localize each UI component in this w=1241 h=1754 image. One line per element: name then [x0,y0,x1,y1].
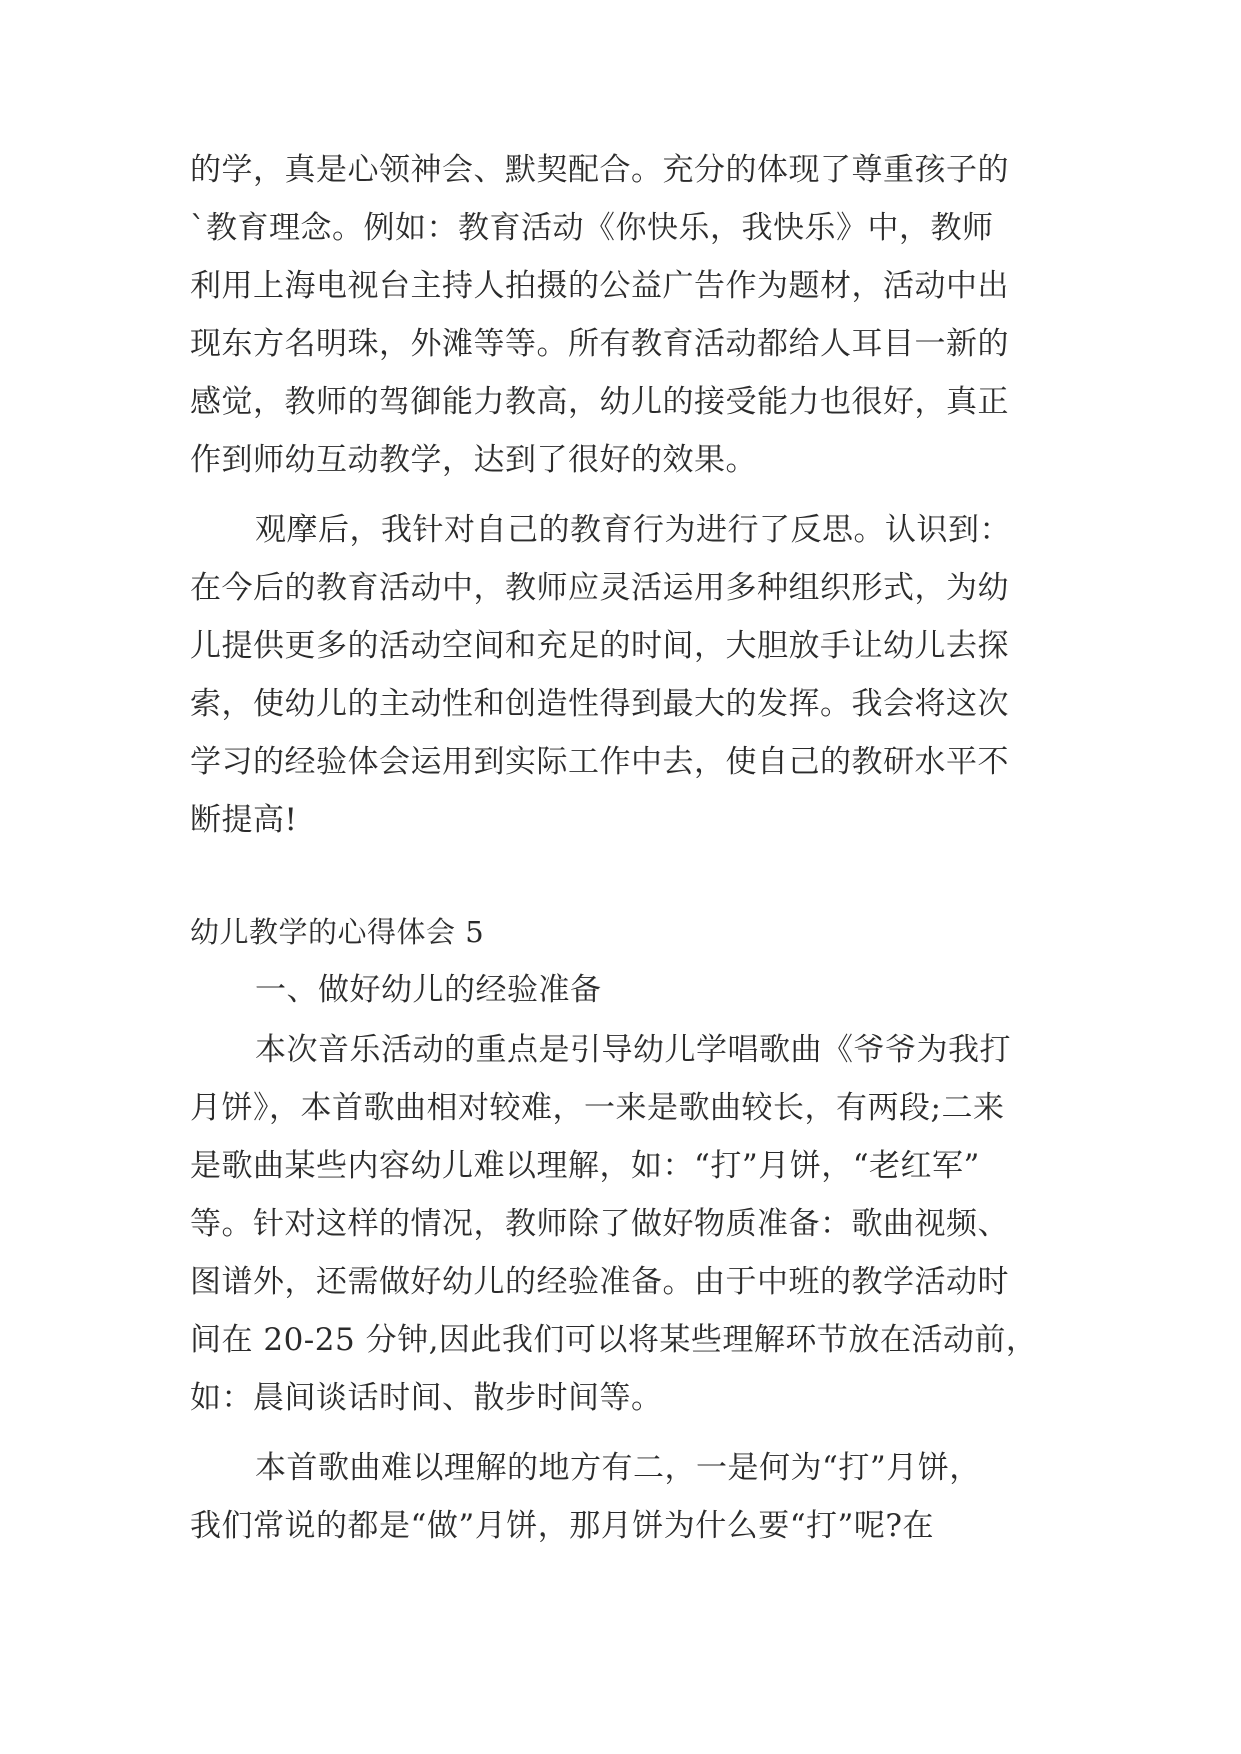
paragraph-line: `教育理念。例如：教育活动《你快乐，我快乐》中，教师 [190,210,994,246]
paragraph-line: 的学，真是心领神会、默契配合。充分的体现了尊重孩子的 [190,152,1009,188]
paragraph-line: 等。针对这样的情况，教师除了做好物质准备：歌曲视频、 [190,1206,1009,1242]
paragraph-line: 索，使幼儿的主动性和创造性得到最大的发挥。我会将这次 [190,686,1009,722]
paragraph-line: 如：晨间谈话时间、散步时间等。 [190,1380,663,1416]
paragraph-line: 是歌曲某些内容幼儿难以理解，如：“打”月饼，“老红军” [190,1148,980,1184]
paragraph-line: 在今后的教育活动中，教师应灵活运用多种组织形式，为幼 [190,570,1009,606]
subheading: 一、做好幼儿的经验准备 [255,972,602,1008]
paragraph-line: 我们常说的都是“做”月饼，那月饼为什么要“打”呢?在 [190,1508,935,1544]
paragraph-line: 本首歌曲难以理解的地方有二，一是何为“打”月饼， [255,1450,981,1486]
paragraph-line: 观摩后，我针对自己的教育行为进行了反思。认识到： [255,512,1011,548]
paragraph-line: 断提高! [190,802,298,838]
section-title: 幼儿教学的心得体会 5 [190,915,485,949]
paragraph-line: 儿提供更多的活动空间和充足的时间，大胆放手让幼儿去探 [190,628,1009,664]
paragraph-line: 本次音乐活动的重点是引导幼儿学唱歌曲《爷爷为我打 [255,1032,1011,1068]
paragraph-line: 间在 20-25 分钟,因此我们可以将某些理解环节放在活动前， [190,1322,1038,1358]
paragraph-line: 现东方名明珠，外滩等等。所有教育活动都给人耳目一新的 [190,326,1009,362]
paragraph-line: 感觉，教师的驾御能力教高，幼儿的接受能力也很好，真正 [190,384,1009,420]
paragraph-line: 学习的经验体会运用到实际工作中去，使自己的教研水平不 [190,744,1009,780]
paragraph-line: 作到师幼互动教学，达到了很好的效果。 [190,442,757,478]
paragraph-line: 利用上海电视台主持人拍摄的公益广告作为题材，活动中出 [190,268,1009,304]
paragraph-line: 图谱外，还需做好幼儿的经验准备。由于中班的教学活动时 [190,1264,1009,1300]
paragraph-line: 月饼》，本首歌曲相对较难，一来是歌曲较长，有两段;二来 [190,1090,1005,1126]
